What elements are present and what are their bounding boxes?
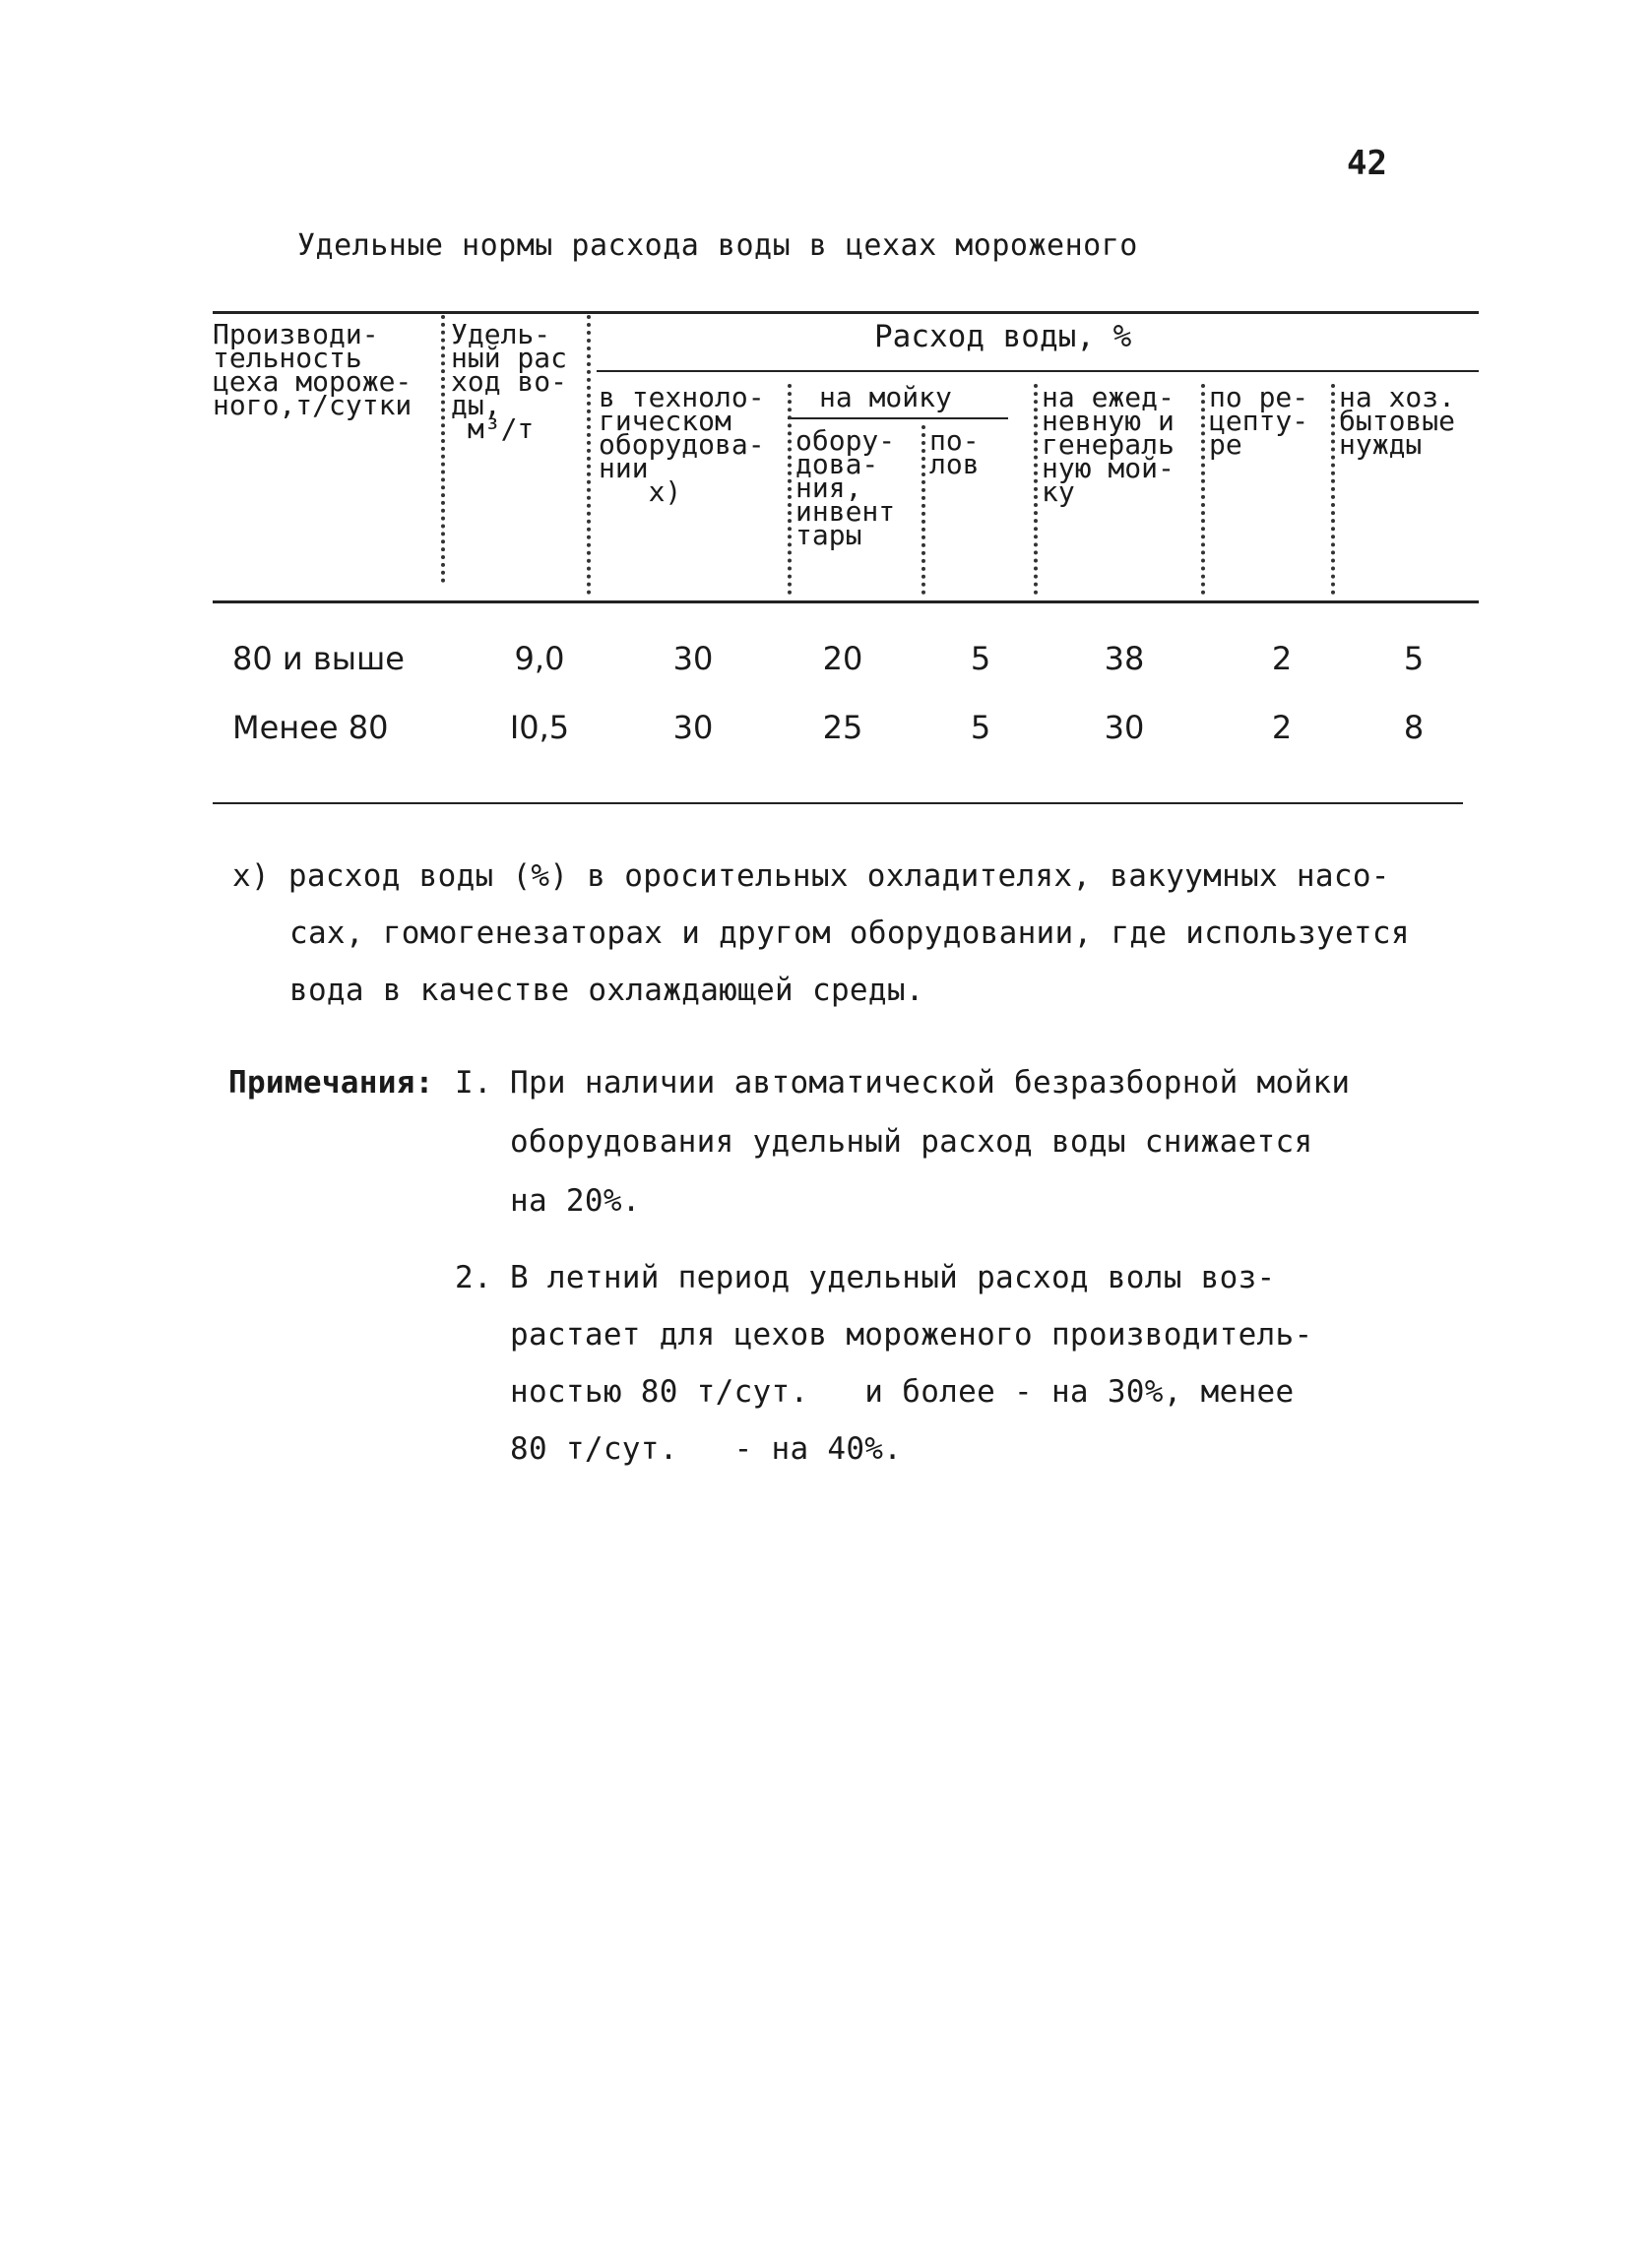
- washing-rule: [788, 417, 1008, 419]
- footnote-line: х) расход воды (%) в оросительных охладителях, вакуумных насо-: [232, 858, 1390, 894]
- header-household: на хоз. бытовые нужды: [1339, 381, 1456, 461]
- note-1-line: на 20%.: [510, 1183, 641, 1219]
- table-cell-daily: 30: [1104, 709, 1145, 746]
- note-2-line: 80 т/сут. - на 40%.: [510, 1431, 903, 1467]
- table-cell-recipe: 2: [1271, 640, 1293, 677]
- table-cell-recipe: 2: [1271, 709, 1293, 746]
- table-top-rule: [213, 311, 1479, 314]
- table-cell-household: 8: [1403, 709, 1425, 746]
- table-cell-equipment: 20: [822, 640, 863, 677]
- header-equipment: обору- дова- ния, инвент тары: [795, 424, 896, 551]
- table-cell-capacity: Менее 80: [232, 709, 389, 746]
- header-capacity: Производи- тельность цеха мороже- ного,т/сутки: [213, 318, 413, 421]
- header-bottom-rule: [213, 600, 1479, 603]
- note-2-line: ностью 80 т/сут. и более - на 30%, менее: [510, 1374, 1295, 1410]
- column-separator: [921, 425, 925, 595]
- header-specific-consumption: Удель- ный рас ход во- ды, м³/т: [451, 318, 568, 445]
- table-cell-equipment: 25: [822, 709, 863, 746]
- table-cell-floors: 5: [970, 640, 991, 677]
- note-1-mark: I.: [455, 1065, 492, 1101]
- header-washing: на мойку: [819, 381, 952, 413]
- table-cell-floors: 5: [970, 709, 991, 746]
- header-floors: по- лов: [929, 424, 980, 480]
- table-cell-specific: I0,5: [509, 709, 570, 746]
- note-1-line: оборудования удельный расход воды снижается: [510, 1124, 1313, 1160]
- notes-label: Примечания:: [228, 1065, 434, 1101]
- header-technological: в техноло- гическом оборудова- нии х): [599, 381, 765, 508]
- footnote-line: сах, гомогенезаторах и другом оборудовании, где используется: [289, 915, 1410, 951]
- page-number: 42: [1347, 144, 1387, 183]
- table-cell-capacity: 80 и выше: [232, 640, 405, 677]
- column-separator: [441, 315, 445, 583]
- note-2-line: В летний период удельный расход волы воз-: [510, 1260, 1276, 1295]
- column-separator: [587, 315, 591, 595]
- column-separator: [1034, 384, 1038, 595]
- header-daily-washing: на ежед- невную и генераль ную мой- ку: [1042, 381, 1175, 508]
- table-cell-household: 5: [1403, 640, 1425, 677]
- table-cell-tech: 30: [672, 640, 714, 677]
- note-2-mark: 2.: [455, 1260, 492, 1295]
- table-bottom-rule: [213, 802, 1463, 804]
- header-recipe: по ре- цепту- ре: [1209, 381, 1309, 461]
- column-separator: [1201, 384, 1205, 595]
- note-1-line: При наличии автоматической безразборной мойки: [510, 1065, 1351, 1101]
- table-cell-specific: 9,0: [514, 640, 565, 677]
- table-cell-tech: 30: [672, 709, 714, 746]
- footnote-line: вода в качестве охлаждающей среды.: [289, 973, 924, 1008]
- header-water-use: Расход воды, %: [874, 319, 1132, 354]
- column-separator: [788, 384, 792, 595]
- table-title: Удельные нормы расхода воды в цехах мороженого: [297, 228, 1138, 263]
- column-separator: [1331, 384, 1335, 595]
- water-use-rule: [597, 370, 1479, 372]
- note-2-line: растает для цехов мороженого производитель-: [510, 1317, 1313, 1353]
- table-cell-daily: 38: [1104, 640, 1145, 677]
